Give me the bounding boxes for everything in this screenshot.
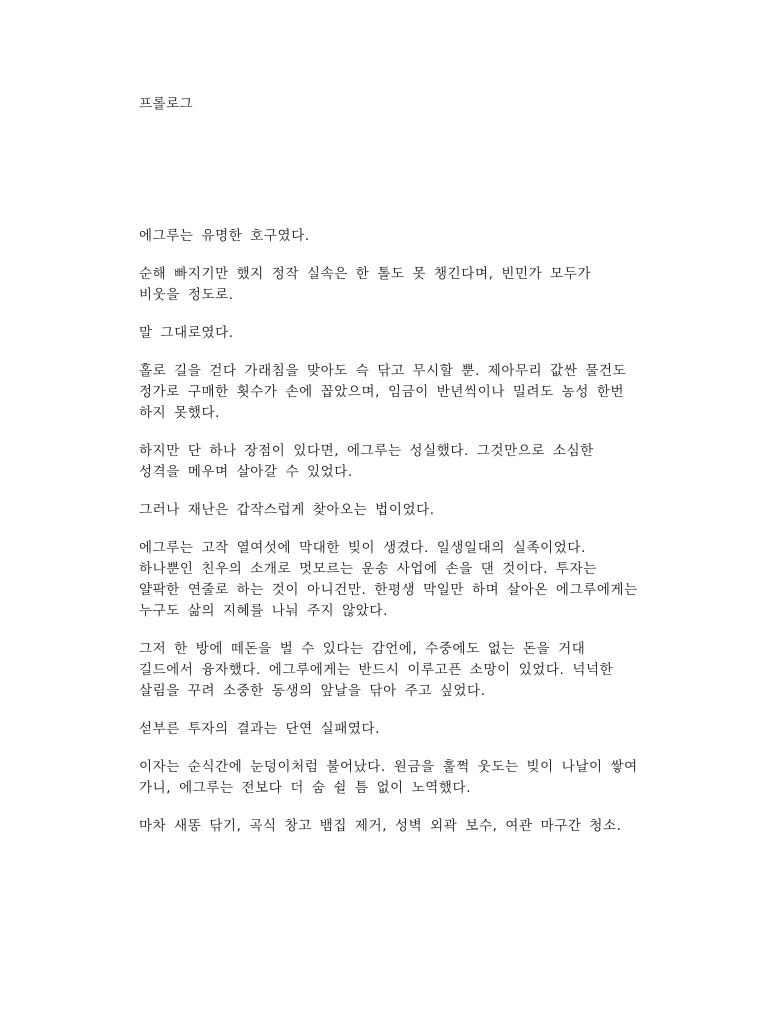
paragraph (139, 441, 739, 483)
paragraph (139, 538, 739, 622)
text-line: 정가로 구매한 횟수가 손에 꼽았으며, 임금이 반년씩이나 밀려도 농성 한번 (139, 384, 625, 400)
text-line: 하나뿐인 친우의 소개로 멋모르는 운송 사업에 손을 댄 것이다. 투자는 (139, 561, 597, 577)
chapter-title: 프롤로그 (139, 96, 194, 112)
text-line: 살림을 꾸려 소중한 동생의 앞날을 닦아 주고 싶었다. (139, 683, 486, 699)
text-line: 길드에서 융자했다. 에그루에게는 반드시 이루고픈 소망이 있었다. 넉넉한 (139, 662, 614, 678)
paragraph (139, 264, 739, 306)
chapter-body (139, 226, 739, 854)
text-line: 성격을 메우며 살아갈 수 있었다. (139, 464, 353, 480)
text-line: 이자는 순식간에 눈덩이처럼 불어났다. 원금을 훌쩍 웃도는 빚이 나날이 쌓여 (139, 759, 638, 775)
paragraph (139, 500, 739, 521)
text-line: 그러나 재난은 갑작스럽게 찾아오는 법이었다. (139, 502, 435, 518)
text-line: 그저 한 방에 떼돈을 벌 수 있다는 감언에, 수중에도 없는 돈을 거대 (139, 641, 586, 657)
text-line: 얄팍한 연줄로 하는 것이 아니건만. 한평생 막일만 하며 살아온 에그루에게는 (139, 582, 638, 598)
paragraph (139, 361, 739, 424)
text-line: 마차 새똥 닦기, 곡식 창고 뱀집 제거, 성벽 외곽 보수, 여관 마구간 청소. (139, 818, 622, 834)
text-line: 홀로 길을 걷다 가래침을 맞아도 슥 닦고 무시할 뿐. 제아무리 값싼 물건도 (139, 363, 627, 379)
text-line: 하지만 단 하나 장점이 있다면, 에그루는 성실했다. 그것만으로 소심한 (139, 443, 594, 459)
paragraph (139, 639, 739, 702)
paragraph (139, 816, 739, 837)
text-line: 비웃을 정도로. (139, 287, 234, 303)
text-line: 하지 못했다. (139, 405, 220, 421)
paragraph (139, 719, 739, 740)
paragraph (139, 757, 739, 799)
text-line: 순해 빠지기만 했지 정작 실속은 한 톨도 못 챙긴다며, 빈민가 모두가 (139, 266, 592, 282)
paragraph (139, 226, 739, 247)
text-line: 가니, 에그루는 전보다 더 숨 쉴 틈 없이 노역했다. (139, 780, 472, 796)
text-line: 에그루는 유명한 호구였다. (139, 228, 310, 244)
paragraph (139, 323, 739, 344)
text-line: 말 그대로였다. (139, 325, 234, 341)
text-line: 에그루는 고작 열여섯에 막대한 빚이 생겼다. 일생일대의 실족이었다. (139, 540, 586, 556)
text-line: 섣부른 투자의 결과는 단연 실패였다. (139, 721, 381, 737)
text-line: 누구도 삶의 지혜를 나눠 주지 않았다. (139, 603, 388, 619)
